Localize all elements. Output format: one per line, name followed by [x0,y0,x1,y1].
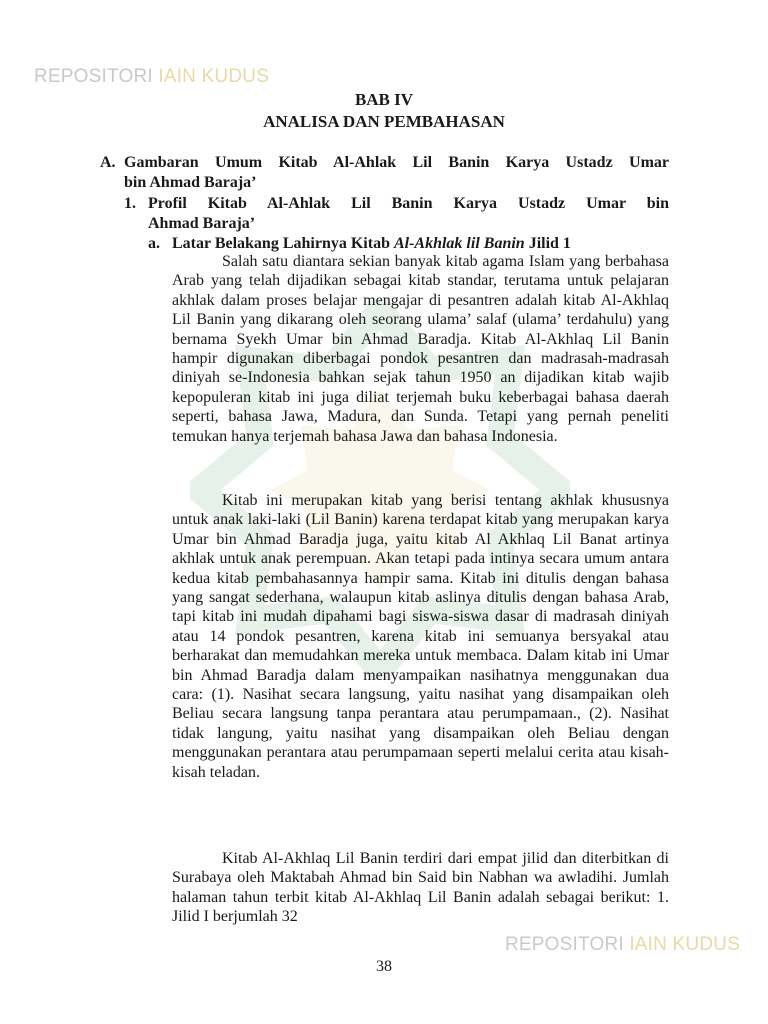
body-paragraph: Kitab Al-Akhlaq Lil Banin terdiri dari empat jilid dan diterbitkan di Surabaya oleh Maktabah Ahmad bin Said bin Nabhan wa awladihi. Jumlah halaman tahun terbit kitab Al-Akhlaq Lil Banin adalah sebagai berikut: 1. Jilid I berjumlah 32 [172,850,669,926]
section-a-marker: A. [100,154,116,171]
chapter-number: BAB IV [354,90,414,109]
subsection-a-marker: a. [148,235,160,252]
section-a-title-line2: bin Ahmad Baraja’ [124,174,257,191]
subsection-a-title: Latar Belakang Lahirnya Kitab Al-Akhlak lil Banin Jilid 1 [172,235,571,252]
section-a-title-line1: Gambaran Umum Kitab Al-Ahlak Lil Banin Karya Ustadz Umar [124,154,669,171]
repository-watermark-bottom: REPOSITORI IAIN KUDUS [505,934,741,955]
repository-watermark-top: REPOSITORI IAIN KUDUS [34,66,270,87]
chapter-title: ANALISA DAN PEMBAHASAN [263,112,505,131]
subsection-1-title-line1: Profil Kitab Al-Ahlak Lil Banin Karya Ustadz Umar bin [148,195,669,212]
subsection-1-marker: 1. [124,195,136,212]
body-paragraph: Salah satu diantara sekian banyak kitab agama Islam yang berbahasa Arab yang telah dijadikan sebagai kitab standar, terutama untuk pelajaran akhlak dalam proses belajar mengajar di pesantren adalah kitab Al-Akhlaq Lil Banin yang dikarang oleh seorang ulama’ salaf (ulama’ terdahulu) yang bernama Syekh Umar bin Ahmad Baradja. Kitab Al-Akhlaq Lil Banin hampir digunakan diberbagai pondok pesantren dan madrasah-madrasah diniyah se-Indonesia bahkan sejak tahun 1950 an dijadikan kitab wajib kepopuleran kitab ini juga diliat terjemah buku keberbagai bahasa daerah seperti, bahasa Jawa, Madura, dan Sunda. Tetapi yang pernah peneliti temukan hanya terjemah bahasa Jawa dan bahasa Indonesia. [172,253,669,445]
subsection-1-title-line2: Ahmad Baraja’ [148,215,256,232]
page-number: 38 [376,958,392,975]
body-paragraph: Kitab ini merupakan kitab yang berisi tentang akhlak khususnya untuk anak laki-laki (Lil Banin) karena terdapat kitab yang merupakan karya Umar bin Ahmad Baradja juga, yaitu kitab Al Akhlaq Lil Banat artinya akhlak untuk anak perempuan. Akan tetapi pada intinya secara umum antara kedua kitab pembahasannya hampir sama. Kitab ini ditulis dengan bahasa yang sangat sederhana, walaupun kitab aslinya ditulis dengan bahasa Arab, tapi kitab ini mudah dipahami bagi siswa-siswa dasar di madrasah diniyah atau 14 pondok pesantren, karena kitab ini semuanya bersyakal atau berharakat dan memudahkan mereka untuk membaca. Dalam kitab ini Umar bin Ahmad Baradja dalam menyampaikan nasihatnya menggunakan dua cara: (1). Nasihat secara langsung, yaitu nasihat yang disampaikan oleh Beliau secara langsung tanpa perantara atau perumpamaan., (2). Nasihat tidak langung, yaitu nasihat yang disampaikan oleh Beliau dengan menggunakan perantara atau perumpamaan seperti melalui cerita atau kisah-kisah teladan. [172,492,669,781]
